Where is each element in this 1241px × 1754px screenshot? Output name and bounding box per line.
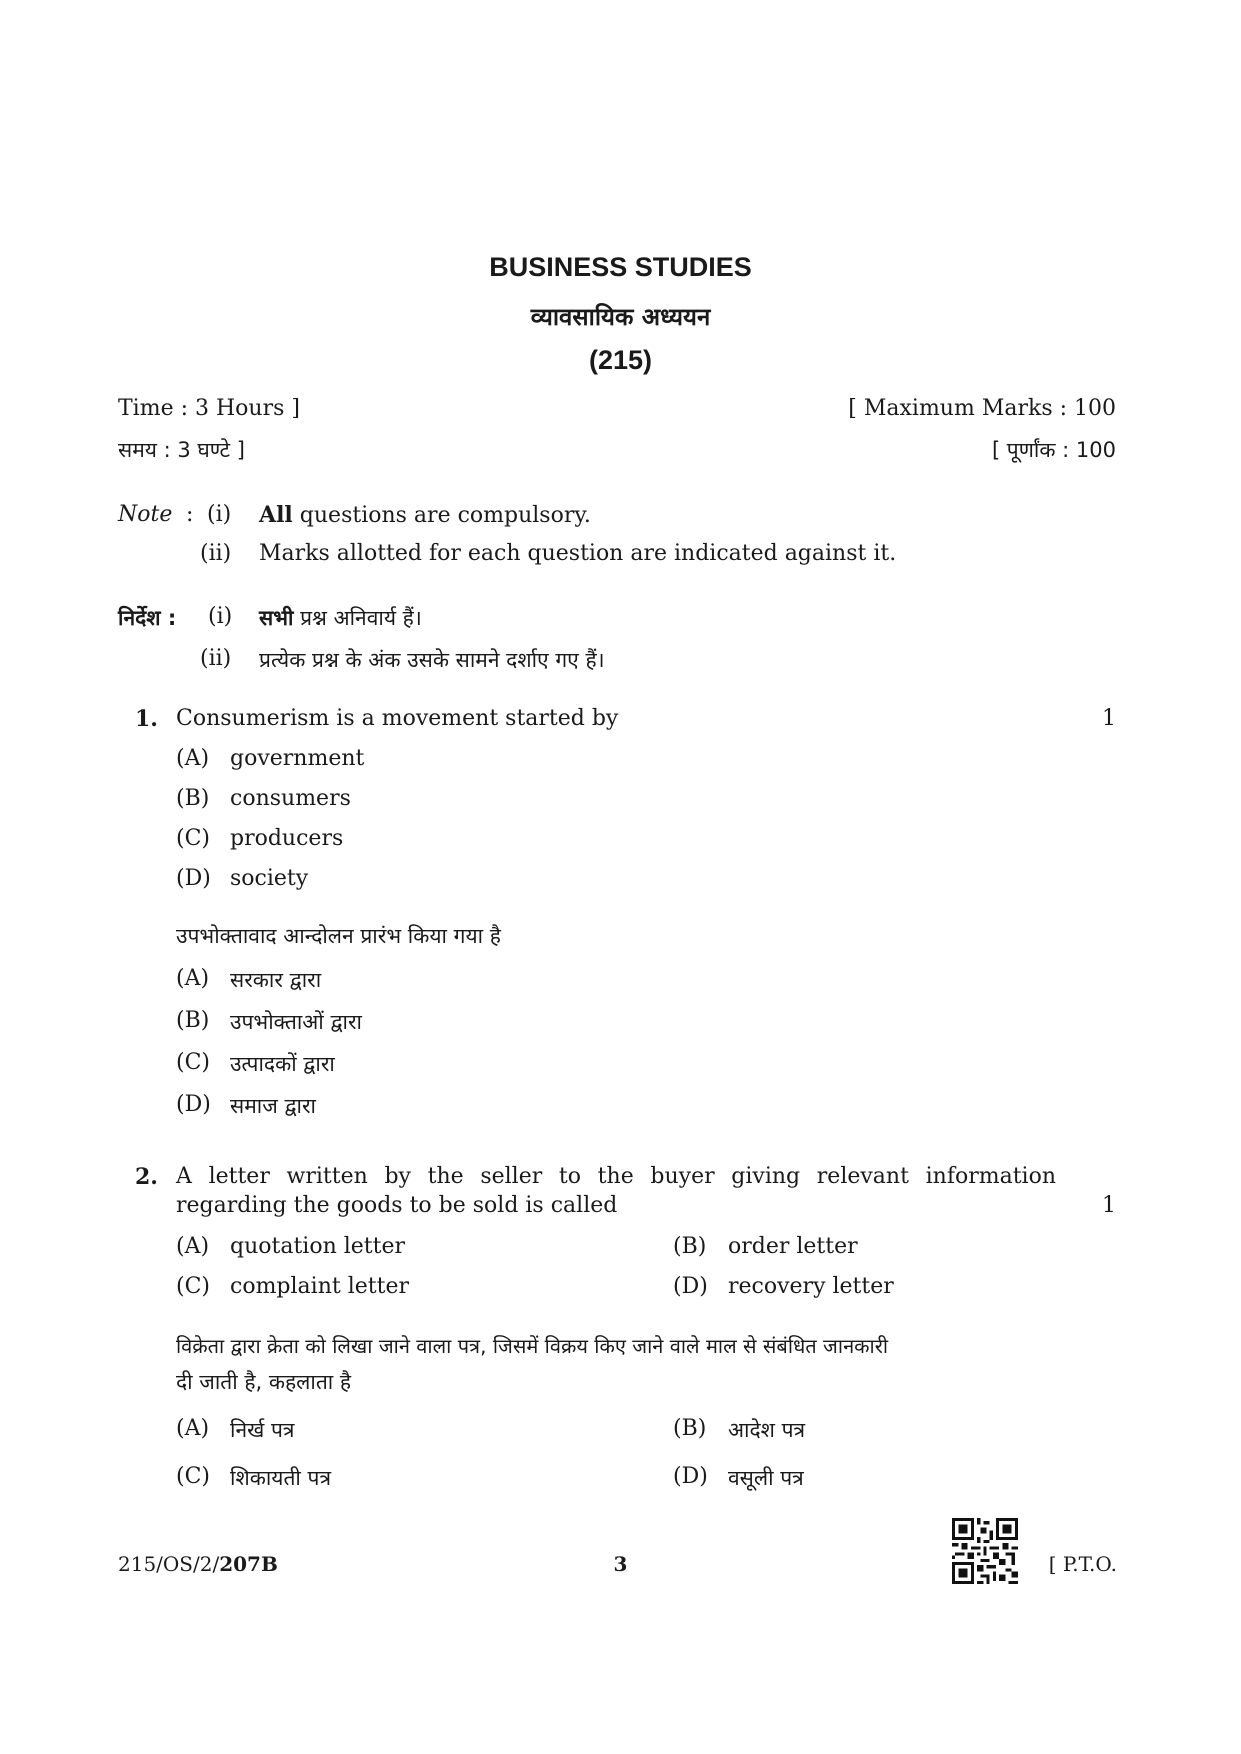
page-number: 3 <box>613 1552 628 1576</box>
paper-title: BUSINESS STUDIES <box>489 252 752 282</box>
option-text-hindi: निर्ख पत्र <box>230 1418 295 1442</box>
option-label: (B) <box>673 1416 707 1441</box>
maximum-marks: [ Maximum Marks : 100 <box>848 396 1116 421</box>
note-item-number: (i) <box>208 604 233 629</box>
paper-code-prefix: 215/OS/2/ <box>118 1552 220 1576</box>
question-text-line-2: regarding the goods to be sold is called <box>176 1193 618 1218</box>
note-item-2: Marks allotted for each question are indicated against it. <box>259 541 897 566</box>
time-allowed-hindi: समय : 3 घण्टे ] <box>118 438 246 462</box>
question-text-hindi: उपभोक्तावाद आन्दोलन प्रारंभ किया गया है <box>176 924 501 948</box>
question-number: 2. <box>135 1164 158 1190</box>
subject-code: (215) <box>588 345 653 375</box>
option-label: (B) <box>673 1234 707 1259</box>
paper-code-suffix: 207B <box>219 1552 278 1576</box>
option-label: (C) <box>176 1050 210 1075</box>
please-turn-over: [ P.T.O. <box>1048 1552 1117 1576</box>
note-item-2-hindi: प्रत्येक प्रश्न के अंक उसके सामने दर्शाए गए हैं। <box>259 648 605 672</box>
option-label: (B) <box>176 1008 210 1033</box>
option-text: society <box>230 866 309 891</box>
option-text: order letter <box>728 1234 858 1259</box>
option-text-hindi: वसूली पत्र <box>728 1466 804 1490</box>
option-label: (A) <box>176 746 210 771</box>
paper-title-hindi: व्यावसायिक अध्ययन <box>530 303 711 331</box>
note-item-1 <box>259 502 591 528</box>
note-item-1-emphasis: All <box>259 502 293 528</box>
option-text: complaint letter <box>230 1274 409 1299</box>
option-text: recovery letter <box>728 1274 894 1299</box>
option-text-hindi: उपभोक्ताओं द्वारा <box>230 1010 362 1034</box>
option-text-hindi: शिकायती पत्र <box>230 1466 332 1490</box>
option-text-hindi: सरकार द्वारा <box>230 968 322 992</box>
note-item-number: (ii) <box>200 646 232 671</box>
option-text: consumers <box>230 786 351 811</box>
maximum-marks-hindi: [ पूर्णांक : 100 <box>991 438 1116 462</box>
option-label: (C) <box>176 1464 210 1489</box>
note-item-1-hindi-text: प्रश्न अनिवार्य हैं। <box>300 606 422 630</box>
note-item-1-text: questions are compulsory. <box>299 503 591 528</box>
option-label: (D) <box>673 1274 708 1299</box>
time-allowed: Time : 3 Hours ] <box>118 396 300 421</box>
option-label: (A) <box>176 1234 210 1259</box>
option-label: (C) <box>176 826 210 851</box>
option-label: (D) <box>176 866 211 891</box>
option-label: (C) <box>176 1274 210 1299</box>
question-text-hindi-line-2: दी जाती है, कहलाता है <box>176 1370 352 1394</box>
question-marks: 1 <box>1102 1193 1116 1218</box>
note-label: Note <box>118 502 173 527</box>
option-label: (D) <box>673 1464 708 1489</box>
qr-code-icon <box>952 1518 1018 1584</box>
note-item-1-hindi-emphasis: सभी <box>259 606 294 630</box>
question-text-hindi-line-1: विक्रेता द्वारा क्रेता को लिखा जाने वाला पत्र, जिसमें विक्रय किए जाने वाले माल से संबंधित जानकारी <box>176 1334 889 1358</box>
note-item-number: (i) <box>207 502 232 527</box>
option-text: quotation letter <box>230 1234 406 1259</box>
option-label: (A) <box>176 966 210 991</box>
option-text: government <box>230 746 365 771</box>
option-label: (B) <box>176 786 210 811</box>
note-label-hindi: निर्देश : <box>118 606 177 630</box>
option-label: (D) <box>176 1092 211 1117</box>
option-label: (A) <box>176 1416 210 1441</box>
note-item-number: (ii) <box>200 541 232 566</box>
option-text: producers <box>230 826 344 851</box>
option-text-hindi: समाज द्वारा <box>230 1094 316 1118</box>
question-marks: 1 <box>1102 706 1116 731</box>
option-text-hindi: उत्पादकों द्वारा <box>230 1052 335 1076</box>
question-text: Consumerism is a movement started by <box>176 706 619 731</box>
question-text-line-1: A letter written by the seller to the buyer giving relevant information <box>176 1164 1056 1189</box>
question-number: 1. <box>135 706 158 732</box>
note-colon: : <box>186 502 194 527</box>
note-item-1-hindi <box>259 604 422 632</box>
option-text-hindi: आदेश पत्र <box>728 1418 806 1442</box>
